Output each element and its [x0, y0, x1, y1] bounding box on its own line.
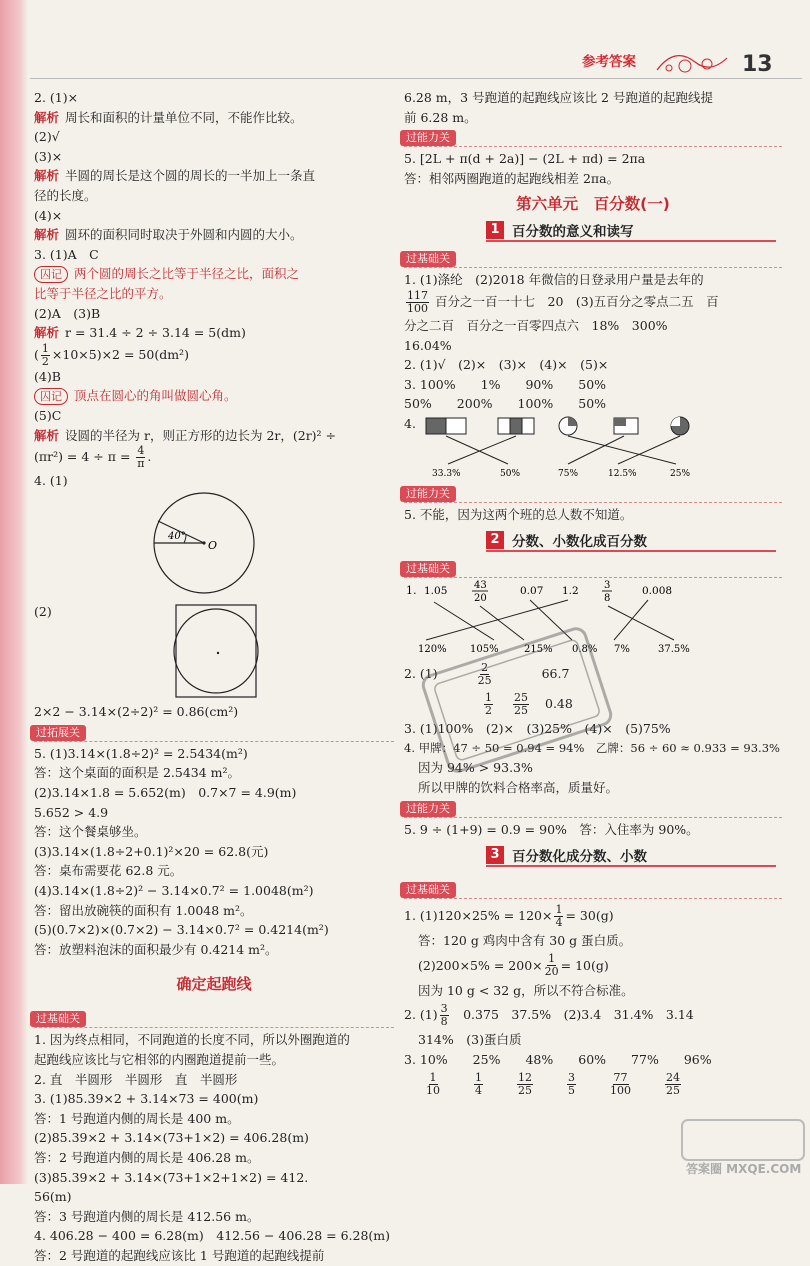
tag-jichu: 过基础关: [30, 1011, 86, 1027]
text: 1. (1)120×25% = 120×: [404, 908, 553, 924]
text: 圆环的面积同时取决于外圆和内圆的大小。: [65, 227, 303, 243]
square-circle-figure: [144, 603, 256, 699]
section-banner-2: [486, 530, 776, 552]
pct-label: 50%: [500, 468, 521, 479]
text-line: 5. [2L + π(d + 2a)] − (2L + πd) = 2πa: [404, 151, 646, 167]
text-line: 2. (1)√ (2)× (3)× (4)× (5)×: [404, 357, 609, 373]
fraction-num: 3: [604, 580, 611, 592]
jiexi-label: 解析: [34, 427, 60, 443]
tag-jichu: 过基础关: [400, 882, 456, 898]
header-rule: [30, 78, 802, 79]
banner-title: 百分数的意义和读写: [512, 224, 634, 241]
text-line: [404, 901, 782, 931]
text-line: 因为 94% > 93.3%: [418, 760, 533, 776]
tag-rule: [404, 898, 782, 899]
memo-line: [34, 386, 394, 406]
text: = 10(g): [560, 957, 609, 973]
text-line: 4.: [404, 415, 416, 431]
watermark-text: 答案圈 MXQE.COM: [686, 1162, 802, 1176]
text-line: (2)3.14×1.8 = 5.652(m) 0.7×7 = 4.9(m): [34, 785, 297, 801]
unit-title: 第六单元 百分数(一): [516, 195, 670, 214]
text-line: 答：2 号跑道内侧的周长是 406.28 m。: [34, 1149, 260, 1165]
match-value: 1.2: [562, 585, 579, 598]
jiexi-label: 解析: [34, 168, 60, 184]
tag-jichu: 过基础关: [400, 251, 456, 267]
text-line: (4)3.14×(1.8÷2)² − 3.14×0.7² = 1.0048(m²): [34, 883, 314, 899]
fraction-den: 8: [604, 593, 611, 605]
banner-number: 3: [486, 846, 504, 864]
fraction: $\frac{12}{25}$: [518, 1070, 532, 1097]
text-line: (2)√: [34, 129, 60, 145]
match-value: 0.008: [642, 585, 673, 598]
watermark-stamp-icon: [412, 625, 622, 775]
text: 设圆的半径为 r，则正方形的边长为 2r，(2r)² ÷: [65, 427, 337, 443]
tag-nengli: 过能力关: [400, 801, 456, 817]
text-line: 3. 100% 1% 90% 50%: [404, 376, 607, 392]
text-line: 答：相邻两圈跑道的起跑线相差 2πa。: [404, 170, 620, 186]
text-line: 2. 直 半圆形 半圆形 直 半圆形: [34, 1071, 238, 1087]
text-line: 分之二百 百分之一百零四点六 18% 300%: [404, 317, 668, 333]
fraction: $\frac{1}{10}$: [426, 1070, 440, 1097]
text-line: 答：留出放碗筷的面积有 1.0048 m²。: [34, 902, 253, 918]
fraction: $\frac{25}{25}$: [514, 690, 528, 717]
text: 两个圆的周长之比等于半径之比，面积之: [74, 266, 300, 282]
banner-number: 2: [486, 531, 504, 549]
text-line: 3. (1)85.39×2 + 3.14×73 = 400(m): [34, 1091, 259, 1107]
text-line: 径的长度。: [34, 187, 97, 203]
text-line: 3. (1)A C: [34, 246, 99, 262]
section-title-run: 确定起跑线: [176, 975, 252, 994]
jiexi-label: 解析: [34, 227, 60, 243]
text: = 30(g): [565, 908, 614, 924]
memo-badge-icon: 囚记: [34, 266, 68, 283]
pct-label: 75%: [558, 468, 579, 479]
fraction: $\frac{77}{100}$: [610, 1070, 631, 1097]
fraction: $\frac{2}{25}$: [477, 660, 492, 687]
left-column: [34, 88, 394, 1266]
tag-tuozhan: 过拓展关: [30, 725, 86, 741]
text-line: (5)C: [34, 407, 62, 423]
text-line: 3. 10% 25% 48% 60% 77% 96%: [404, 1051, 712, 1067]
svg-text:1.: 1.: [406, 584, 417, 598]
text-line: ( $\frac{1}{2}$ ×10×5)×2 = 50(dm²): [34, 341, 189, 368]
text-line: (4)×: [34, 207, 63, 223]
page-edge-bar: [0, 0, 28, 1184]
pct-label: 33.3%: [432, 468, 461, 479]
fraction: $\frac{1}{20}$: [544, 952, 559, 979]
text: r = 31.4 ÷ 2 ÷ 3.14 = 5(dm): [65, 325, 246, 341]
pct-label: 25%: [670, 468, 691, 479]
text-line: 答：3 号跑道内侧的周长是 412.56 m。: [34, 1208, 260, 1224]
tag-rule: [34, 1027, 394, 1028]
text-line: 2. (1)×: [34, 90, 79, 105]
center-label: O: [208, 538, 218, 552]
match-value: 1.05: [424, 585, 448, 598]
text-line: 314% (3)蛋白质: [418, 1032, 522, 1048]
text: 周长和面积的计量单位不同，不能作比较。: [65, 109, 303, 125]
match-value: 7%: [614, 644, 630, 656]
tag-nengli: 过能力关: [400, 486, 456, 502]
fraction: $\frac{3}{8}$: [440, 1001, 448, 1028]
text-line: (2)85.39×2 + 3.14×(73+1×2) = 406.28(m): [34, 1130, 309, 1146]
pct-label: 12.5%: [608, 468, 637, 479]
fraction: $\frac{117}{100}$: [407, 288, 428, 315]
jiexi-label: 解析: [34, 109, 60, 125]
section-banner-3: [486, 845, 776, 867]
text-line: 前 6.28 m。: [404, 109, 477, 125]
text-line: (3)×: [34, 148, 63, 164]
text-line: (5)(0.7×2)×(0.7×2) − 3.14×0.7² = 0.4214(m²): [34, 922, 329, 938]
match-value: 215%: [524, 644, 553, 656]
match-shapes-figure: [418, 416, 718, 480]
text-line: 4. 甲牌：47 ÷ 50 = 0.94 = 94% 乙牌：56 ÷ 60 ≈ 0.933 = 93.3%: [404, 740, 780, 755]
text-line: 3. (1)100% (2)× (3)25% (4)× (5)75%: [404, 721, 671, 737]
text: (2)200×5% = 200×: [418, 957, 543, 973]
fraction-row: [404, 1069, 782, 1099]
text: ×10×5)×2 = 50(dm²): [51, 346, 189, 362]
text-line: 5. 9 ÷ (1+9) = 0.9 = 90% 答：入住率为 90%。: [404, 821, 699, 837]
text-line: 所以甲牌的饮料合格率高，质量好。: [418, 779, 619, 795]
text-line: [34, 225, 394, 245]
fraction-den: 20: [474, 593, 487, 605]
text-line: $\frac{1}{2}$ $\frac{25}{25}$ 0.48: [485, 690, 573, 717]
text-line: 4. (1): [34, 473, 68, 489]
fraction: $\frac{1}{2}$: [41, 341, 49, 368]
fraction: $\frac{1}{2}$: [485, 690, 492, 717]
text-line: (3)3.14×(1.8÷2+0.1)²×20 = 62.8(元): [34, 843, 269, 859]
tag-rule: [404, 146, 782, 147]
text-line: (4)B: [34, 368, 61, 384]
fraction: $\frac{3}{5}$: [568, 1070, 575, 1097]
watermark-logo: [680, 1116, 806, 1180]
circle-angle-figure: [144, 491, 264, 599]
page-number: 13: [742, 52, 773, 77]
text-line: 起跑线应该比与它相邻的内圈跑道提前一些。: [34, 1052, 285, 1067]
text-line: 5. 不能，因为这两个班的总人数不知道。: [404, 506, 633, 522]
tag-rule: [404, 267, 782, 268]
match-value: 120%: [418, 644, 447, 656]
text-line: 16.04%: [404, 337, 452, 353]
text: 半圆的周长是这个圆的周长的一半加上一条直: [65, 168, 316, 184]
text: (πr²) = 4 ÷ π =: [34, 449, 135, 465]
match-value: 0.07: [520, 585, 544, 598]
fraction: $\frac{24}{25}$: [666, 1070, 680, 1097]
header-decoration-icon: [655, 50, 729, 76]
text-line: 2. (1) $\frac{2}{25}$ 66.7: [404, 660, 570, 687]
text-line: 答：2 号跑道的起跑线应该比 1 号跑道的起跑线提前: [34, 1247, 325, 1263]
text-line: (2)A (3)B: [34, 305, 101, 321]
jiexi-label: 解析: [34, 325, 60, 341]
section-banner-1: [486, 220, 776, 242]
fraction: $\frac{1}{4}$: [475, 1070, 482, 1097]
angle-label: 40°: [168, 530, 186, 542]
tag-rule: [404, 817, 782, 818]
text-line: (2): [34, 603, 52, 619]
text-line: 5.652 > 4.9: [34, 804, 109, 820]
fraction: $\frac{1}{4}$: [555, 902, 563, 929]
text-line: [404, 290, 782, 316]
match-value: 37.5%: [658, 644, 690, 656]
tag-rule: [404, 502, 782, 503]
text-line: [34, 323, 394, 343]
text-line: 答：120 g 鸡肉中含有 30 g 蛋白质。: [418, 933, 632, 949]
memo-badge-icon: 囚记: [34, 388, 68, 405]
text-line: 5. (1)3.14×(1.8÷2)² = 2.5434(m²): [34, 745, 248, 761]
banner-title: 百分数化成分数、小数: [512, 849, 647, 866]
tag-rule: [404, 577, 782, 578]
text: 百分之一百一十七 20 (3)五百分之零点二五 百: [434, 293, 719, 309]
text-line: 因为 10 g < 32 g，所以不符合标准。: [418, 982, 634, 998]
text-line: 1. (1)涤纶 (2)2018 年微信的日登录用户量是去年的: [404, 272, 704, 288]
tag-jichu: 过基础关: [400, 561, 456, 577]
match-value: 0.8%: [572, 644, 598, 656]
banner-number: 1: [486, 221, 504, 239]
text-line: 50% 200% 100% 50%: [404, 396, 607, 412]
text-line: 2. (1) $\frac{3}{8}$ 0.375 37.5% (2)3.4̇ 31.4% 3.14: [404, 1001, 694, 1028]
text-line: 1. 因为终点相同，不同跑道的长度不同，所以外圈跑道的: [34, 1032, 350, 1048]
text-line: 2×2 − 3.14×(2÷2)² = 0.86(cm²): [34, 704, 239, 720]
text-line: 答：这个桌面的面积是 2.5434 m²。: [34, 765, 241, 781]
banner-title: 分数、小数化成百分数: [512, 534, 647, 551]
text-line: [34, 166, 394, 186]
text-line: 答：1 号跑道内侧的周长是 400 m。: [34, 1110, 240, 1126]
match-value: 105%: [470, 644, 499, 656]
text-line: 4. 406.28 − 400 = 6.28(m) 412.56 − 406.28 = 6.28(m): [34, 1228, 391, 1244]
text-line: 6.28 m，3 号跑道的起跑线应该比 2 号跑道的起跑线提: [404, 90, 713, 105]
header-title: 参考答案: [582, 54, 636, 70]
text-line: [34, 426, 394, 446]
memo-line: [34, 264, 394, 284]
memo-line: 比等于半径之比的平方。: [34, 285, 172, 301]
text-line: [34, 108, 394, 128]
right-column: [404, 88, 782, 1099]
text-line: 56(m): [34, 1189, 72, 1205]
text-line: 答：这个餐桌够坐。: [34, 824, 147, 840]
text-line: 答：桌布需要花 62.8 元。: [34, 863, 183, 879]
text-line: (πr²) = 4 ÷ π = $\frac{4}{\pi}$ .: [34, 444, 152, 471]
fraction-num: 43: [474, 580, 487, 592]
text-line: 答：放塑料泡沫的面积最少有 0.4214 m²。: [34, 941, 278, 957]
tag-nengli: 过能力关: [400, 130, 456, 146]
text: 顶点在圆心的角叫做圆心角。: [74, 388, 237, 404]
text-line: [404, 951, 782, 981]
text-line: (3)85.39×2 + 3.14×(73+1×2+1×2) = 412.: [34, 1169, 309, 1185]
fraction: $\frac{4}{\pi}$: [137, 444, 145, 471]
tag-rule: [34, 741, 394, 742]
